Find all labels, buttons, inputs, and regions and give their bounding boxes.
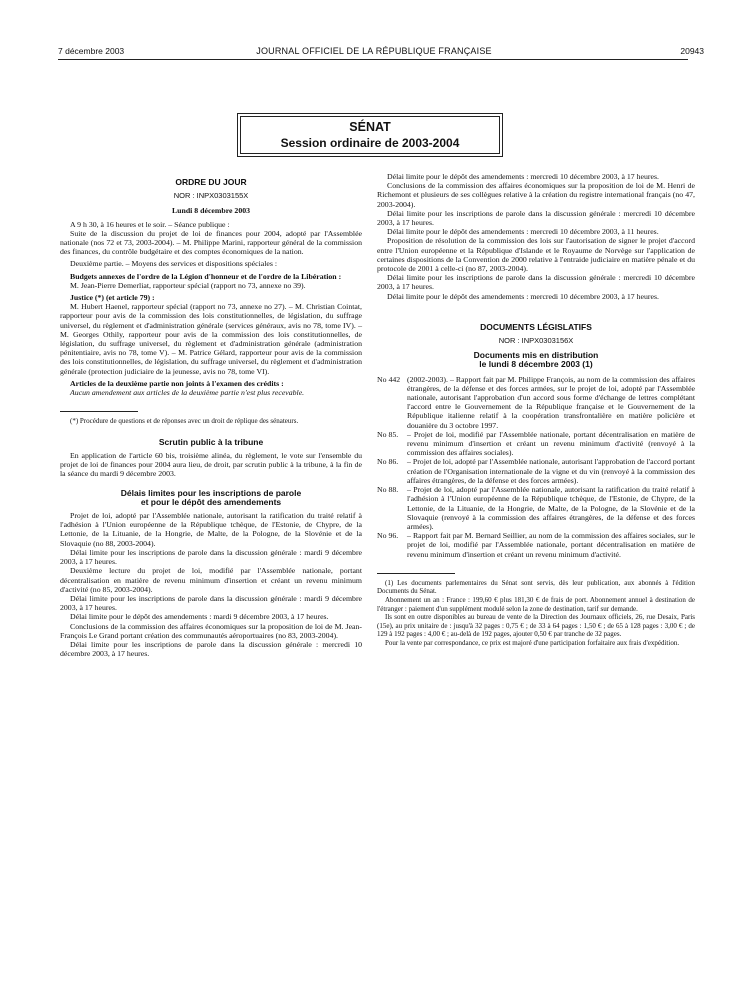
document-number: No 96. xyxy=(377,531,399,541)
session-title: Session ordinaire de 2003-2004 xyxy=(280,136,460,150)
header-date: 7 décembre 2003 xyxy=(58,46,125,56)
footnote-rule xyxy=(377,573,455,574)
page-number: 20943 xyxy=(680,46,704,56)
paragraph: Aucun amendement aux articles de la deuxième partie n'est plus recevable. xyxy=(70,388,305,398)
right-column xyxy=(377,172,695,647)
nor-reference: NOR : INPX0303155X xyxy=(173,191,249,201)
footnote: (1) Les documents parlementaires du Sénat sont servis, dès leur publication, aux abonnés à l'édition Documents du Sénat. xyxy=(377,578,695,596)
paragraph: Délai limite pour le dépôt des amendements : mercredi 10 décembre 2003, à 17 heures. xyxy=(387,291,659,301)
paragraph: Délai limite pour les inscriptions de parole dans la discussion générale : mercredi 10 décembre 2003, à 17 heures. xyxy=(60,639,362,659)
delais-heading-1: Délais limites pour les inscriptions de parole xyxy=(120,487,302,498)
document-text: – Projet de loi, adopté par l'Assemblée nationale, autorisant la ratification du traité relatif à l'adhésion à l'Union européenne de la République tchèque, de l'Estonie, de Chypre, de la Lettonie, de la Lituanie, de la Hongrie, de Malte, de la Pologne, de la Slovénie et de la Slovaquie (renvoyé à la commission des affaires étrangères, de la défense et des forces armées). xyxy=(407,485,695,531)
journal-title: JOURNAL OFFICIEL DE LA RÉPUBLIQUE FRANÇAISE xyxy=(256,46,492,56)
section-heading: Articles de la deuxième partie non joints à l'examen des crédits : xyxy=(70,378,284,388)
senate-title-box xyxy=(240,116,500,154)
footnote: Pour la vente par correspondance, ce prix est majoré d'une participation forfaitaire aux frais d'expédition. xyxy=(385,638,680,647)
paragraph: M. Hubert Haenel, rapporteur spécial (rapport no 73, annexe no 27). – M. Christian Cointat, rapporteur pour avis de la commission des lois constitutionnelles, de législation, du suffrage universel, du règlement et d'administration générale (services généraux, avis no 78, tome IV). – M. Georges Othily, rapporteur pour avis de la commission des lois constitutionnelles, de législation, du suffrage universel, du règlement et d'administration générale (administration pénitentiaire, avis no 78, tome V). – M. Patrice Gélard, rapporteur pour avis de la commission des lois constitutionnelles, de législation, du suffrage universel, du règlement et d'administration générale (protection judiciaire de la jeunesse, avis no 78, tome VI). xyxy=(60,302,362,376)
footnote: Abonnement un an : France : 199,60 € plus 181,30 € de frais de port. Abonnement annuel à destination de l'étranger : paiement d'un supplément modulé selon la zone de destination, tarif sur demande. xyxy=(377,595,695,613)
day-heading: Lundi 8 décembre 2003 xyxy=(171,206,251,216)
document-entry xyxy=(377,375,695,430)
session-time: A 9 h 30, à 16 heures et le soir. – Séance publique : xyxy=(70,219,230,229)
footnote: Ils sont en outre disponibles au bureau de vente de la Direction des Journaux officiels, 26, rue Desaix, Paris (15e), au prix unitaire de : jusqu'à 32 pages : 0,75 € ; de 33 à 64 pages : 1,50 € ; de 65 à 128 pages : 3,00 € ; de 129 à 192 pages : 4,00 € ; au-delà de 192 pages, ajouter 0,50 € par tranche de 32 pages. xyxy=(377,613,695,639)
document-text: – Projet de loi, adopté par l'Assemblée nationale, autorisant l'approbation de l'accord portant création de l'Organisation internationale de la vigne et du vin (renvoyé à la commission des affaires étrangères, de la défense et des forces armées). xyxy=(407,457,695,485)
paragraph: Proposition de résolution de la commission des lois sur l'autorisation de signer le projet d'accord entre l'Union européenne et la République d'Islande et le Royaume de Norvège sur l'application de certaines dispositions de la Convention de 2000 relative à l'entraide judiciaire en matière pénale et du protocole de 2001 à celle-ci (no 87, 2003-2004). xyxy=(377,236,695,274)
paragraph: Deuxième lecture du projet de loi, modifié par l'Assemblée nationale, portant décentralisation en matière de revenu minimum d'insertion et créant un revenu minimum d'activité (no 85, 2003-2004). xyxy=(60,566,362,594)
document-number: No 86. xyxy=(377,457,399,467)
distribution-heading-1: Documents mis en distribution xyxy=(473,350,599,361)
paragraph: Deuxième partie. – Moyens des services et dispositions spéciales : xyxy=(70,259,278,269)
distribution-heading-2: le lundi 8 décembre 2003 (1) xyxy=(479,359,593,370)
header-rule xyxy=(58,59,688,60)
paragraph: Délai limite pour le dépôt des amendements : mardi 9 décembre 2003, à 17 heures. xyxy=(70,612,329,622)
paragraph: Délai limite pour les inscriptions de parole dans la discussion générale : mardi 9 décembre 2003, à 17 heures. xyxy=(60,547,362,567)
document-number: No 85. xyxy=(377,429,399,439)
footnotes xyxy=(377,579,695,648)
senate-title: SÉNAT xyxy=(349,120,391,134)
paragraph: M. Jean-Pierre Demerliat, rapporteur spécial (rapport no 73, annexe no 39). xyxy=(70,280,306,290)
paragraph: Suite de la discussion du projet de loi de finances pour 2004, adopté par l'Assemblée nationale (nos 72 et 73, 2003-2004). – M. Philippe Marini, rapporteur général de la commission des finances, du contrôle budgétaire et des comptes économiques de la nation. xyxy=(60,228,362,257)
footnote-rule xyxy=(60,411,138,412)
ordre-du-jour-heading: ORDRE DU JOUR xyxy=(175,177,247,187)
footnote: (*) Procédure de questions et de réponses avec un droit de réplique des sénateurs. xyxy=(70,417,299,426)
paragraph: Conclusions de la commission des affaires économiques sur la proposition de loi de M. Jean-François Le Grand portant création des communautés aéroportuaires (no 83, 2003-2004). xyxy=(60,621,362,640)
paragraph: Délai limite pour le dépôt des amendements : mercredi 10 décembre 2003, à 11 heures. xyxy=(387,227,659,237)
document-number: No 442 xyxy=(377,374,401,384)
document-entry xyxy=(377,457,695,485)
scrutin-heading: Scrutin public à la tribune xyxy=(158,436,264,447)
delais-heading-2: et pour le dépôt des amendements xyxy=(140,496,282,507)
paragraph: Délai limite pour les inscriptions de parole dans la discussion générale : mercredi 10 décembre 2003, à 17 heures. xyxy=(377,273,695,292)
document-entry xyxy=(377,531,695,559)
section-heading: Budgets annexes de l'ordre de la Légion d'honneur et de l'ordre de la Libération : xyxy=(70,271,342,281)
documents-heading: DOCUMENTS LÉGISLATIFS xyxy=(480,321,592,332)
paragraph: Délai limite pour les inscriptions de parole dans la discussion générale : mercredi 10 décembre 2003, à 17 heures. xyxy=(377,208,695,228)
document-entry xyxy=(377,485,695,531)
paragraph: Délai limite pour le dépôt des amendements : mercredi 10 décembre 2003, à 17 heures. xyxy=(387,172,659,181)
paragraph: Conclusions de la commission des affaires économiques sur la proposition de loi de M. Henri de Richemont et plusieurs de ses collègues relative à la création du registre international français (no 47, 2003-2004). xyxy=(377,181,695,209)
document-entry xyxy=(377,430,695,458)
paragraph: Projet de loi, adopté par l'Assemblée nationale, autorisant la ratification du traité relatif à l'adhésion à l'Union européenne de la République tchèque, de l'Estonie, de Chypre, de la Lettonie, de la Lituanie, de la Hongrie, de Malte, de la Pologne, de la Slovénie et de la Slovaquie (no 88, 2003-2004). xyxy=(60,511,362,548)
document-text: – Rapport fait par M. Bernard Seillier, au nom de la commission des affaires sociales, sur le projet de loi, modifié par l'Assemblée nationale, portant décentralisation en matière de revenu minimum d'insertion et créant un revenu minimum d'activité. xyxy=(407,531,695,559)
paragraph: Délai limite pour les inscriptions de parole dans la discussion générale : mardi 9 décembre 2003, à 17 heures. xyxy=(60,593,362,613)
nor-reference: NOR : INPX0303156X xyxy=(498,336,574,346)
document-text: (2002-2003). – Rapport fait par M. Philippe François, au nom de la commission des affaires étrangères, de la défense et des forces armées, sur le projet de loi, adopté par l'Assemblée nationale, autorisant l'approbation d'un accord sous forme d'échange de lettres complétant l'accord entre le Gouvernement de la République française et le Gouvernement de la République italienne relatif à la coopération transfrontalière en matière policière et douanière du 3 octobre 1997. xyxy=(407,374,695,430)
paragraph: En application de l'article 60 bis, troisième alinéa, du règlement, le vote sur l'ensemble du projet de loi de finances pour 2004 aura lieu, de droit, par scrutin public à la tribune, à la fin de la séance du mardi 9 décembre 2003. xyxy=(60,451,362,479)
left-column xyxy=(60,172,362,658)
document-text: – Projet de loi, modifié par l'Assemblée nationale, portant décentralisation en matière de revenu minimum d'insertion et créant un revenu minimum d'activité (renvoyé à la commission des affaires sociales). xyxy=(407,429,695,458)
document-number: No 88. xyxy=(377,485,399,495)
section-heading: Justice (*) (et article 79) : xyxy=(70,293,155,303)
